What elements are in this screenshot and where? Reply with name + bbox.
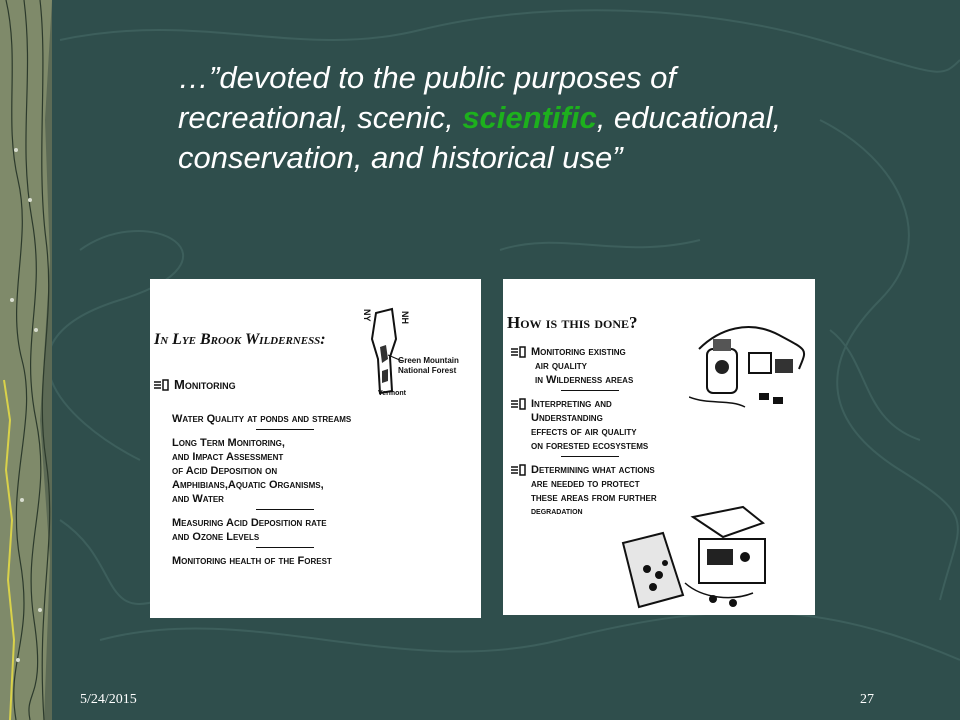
how-is-this-done-panel xyxy=(503,279,815,615)
collection-kit-icon xyxy=(603,503,773,613)
map-label-gm: Green Mountain xyxy=(398,356,459,365)
map-label-ny: NY xyxy=(362,309,372,322)
list-item: Measuring Acid Deposition rate and Ozone Levels xyxy=(172,517,327,543)
methods-list xyxy=(511,345,657,519)
slide-date: 5/24/2015 xyxy=(80,692,137,707)
map-label-vt: Vermont xyxy=(378,390,407,397)
map-label-nf: National Forest xyxy=(398,366,457,375)
list-bullet-icon xyxy=(154,379,170,391)
air-sampler-equipment-icon xyxy=(689,309,809,409)
vermont-map-icon xyxy=(362,299,477,399)
list-bullet-icon xyxy=(511,464,527,476)
divider xyxy=(256,509,314,510)
lye-brook-panel xyxy=(150,279,481,618)
monitoring-label: Monitoring xyxy=(174,377,236,392)
list-item: Monitoring health of the Forest xyxy=(172,555,332,567)
list-item: Water Quality at ponds and streams xyxy=(172,413,352,425)
map-label-nh: NH xyxy=(400,311,410,324)
list-bullet-icon xyxy=(511,398,527,410)
divider xyxy=(256,547,314,548)
monitoring-list xyxy=(172,412,351,568)
list-item: Monitoring existing air quality in Wilderness areas xyxy=(511,345,657,387)
left-panel-title: In Lye Brook Wilderness: xyxy=(154,331,326,348)
map-strip xyxy=(0,0,52,720)
right-panel-title: How is this done? xyxy=(507,313,638,332)
list-item: Long Term Monitoring, and Impact Assessment of Acid Deposition on Amphibians,Aquatic Organisms, and Water xyxy=(172,437,324,505)
list-item: Determining what actions are needed to protect these areas from further degradation xyxy=(511,463,657,519)
slide-page-number: 27 xyxy=(860,692,874,707)
divider xyxy=(561,456,619,457)
slide-quote: …”devoted to the public purposes of recreational, scenic, scientific, educational, conservation, and historical use” xyxy=(178,60,782,175)
list-bullet-icon xyxy=(511,346,527,358)
monitoring-heading xyxy=(154,377,236,392)
divider xyxy=(256,429,314,430)
list-item: Interpreting and Understanding effects of air quality on forested ecosystems xyxy=(511,397,657,453)
divider xyxy=(561,390,619,391)
quote-highlight-word: scientific xyxy=(462,100,597,135)
